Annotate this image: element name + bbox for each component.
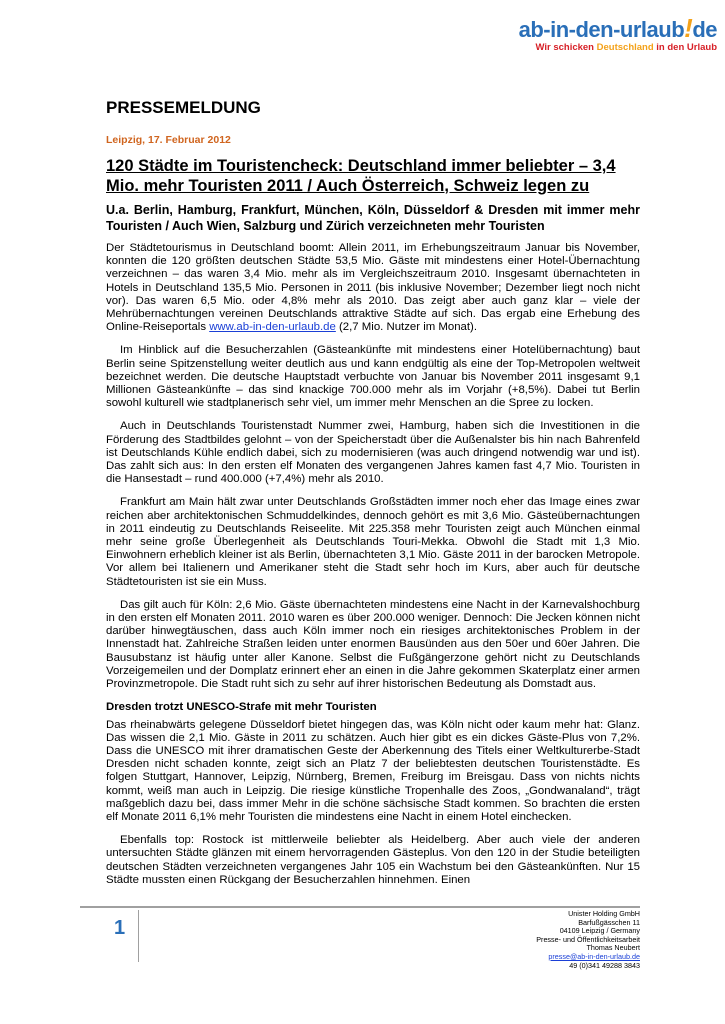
logo-tld: de <box>692 17 717 42</box>
contact-phone: 49 (0)341 49288 3843 <box>569 960 640 970</box>
contact-street: Barfußgässchen 11 <box>578 917 640 927</box>
paragraph-koeln: Das gilt auch für Köln: 2,6 Mio. Gäste übernachteten mindestens eine Nacht in der Karnevalshochburg in den ersten elf Monaten 2011. 2010 waren es über 200.000 weniger. Dennoch: Die Jecken können nicht darüber hinwegtäuschen, dass auch Köln immer noch ein riesiges architektonisches Problem in der Innenstadt hat. Zahlreiche Straßen leiden unter enormen Bausünden aus den 50er und 60er Jahren. Die Bausubstanz ist häufig unter aller Kanone. Selbst die Fußgängerzone gehört nicht zu Deutschlands Vorzeigemeilen und der Domplatz erinnert eher an einen in die Jahre gekommen Skaterplatz einer armen Provinzmetropole. Die Stadt ruht sich zu sehr auf ihrer historischen Bedeutung als Domstadt aus. <box>106 598 640 691</box>
tagline-part-2: Deutschland <box>596 42 654 53</box>
logo-exclamation: ! <box>684 13 693 43</box>
section-heading: Dresden trotzt UNESCO-Strafe mit mehr Touristen <box>106 701 377 714</box>
intro-paragraph <box>106 242 640 334</box>
contact-city: 04109 Leipzig / Germany <box>559 926 640 936</box>
page-title: PRESSEMELDUNG <box>106 98 261 117</box>
subheadline: U.a. Berlin, Hamburg, Frankfurt, München, Köln, Düsseldorf & Dresden mit immer mehr Touristen / Auch Wien, Salzburg und Zürich verzeichneten mehr Touristen <box>106 203 640 233</box>
contact-company: Unister Holding GmbH <box>568 909 640 918</box>
dateline: Leipzig, 17. Februar 2012 <box>106 134 231 146</box>
tagline-part-1: Wir schicken <box>535 42 597 53</box>
paragraph-berlin: Im Hinblick auf die Besucherzahlen (Gästeankünfte mit mindestens einer Hotelübernachtung) baut Berlin seine Spitzenstellung weiter deutlich aus und kann endgültig als eine der Top-Metropolen weltweit bezeichnet werden. Die deutsche Hauptstadt verbuchte von Januar bis November 2011 insgesamt 9,1 Millionen Gästeankünfte – das sind knackige 700.000 mehr als im Vorjahr (+8,5%). Dabei tut Berlin sowohl kulturell wie stadtplanerisch sehr viel, um immer mehr Menschen an die Spree zu locken. <box>106 344 640 410</box>
logo-tagline <box>502 42 717 54</box>
brand-logo[interactable] <box>502 13 717 53</box>
paragraph-frankfurt-muenchen: Frankfurt am Main hält zwar unter Deutschlands Großstädten immer noch eher das Image eines zwar reichen aber architektonischen Schmuddelkindes, dennoch gehört es mit 3,6 Mio. Gästeübernachtungen in 2011 eindeutig zu Deutschlands Reiseelite. Mit 225.358 mehr Touristen zeigt auch München einmal mehr seine große Überlegenheit als Deutschlands Touri-Mekka. Obwohl die Stadt mit 1,3 Mio. Einwohnern erheblich kleiner ist als Berlin, übernachteten 3,1 Mio. Gäste 2011 in der barocken Metropole. Vor allem bei Italienern und Amerikaner steht die Stadt sehr hoch im Kurs, aber auch für deutsche Städtetouristen ist sie ein Muss. <box>106 496 640 588</box>
intro-text-start: Der Städtetourismus in Deutschland boomt: Allein 2011, im Erhebungszeitraum Januar bis November, konnten die 120 größten deutschen Städte 53,5 Mio. Gäste mit mindestens einer Hotel-Übernachtung verzeichnen – das waren 3,4 Mio. mehr als im Vergleichszeitraum 2010. Insgesamt übernachteten in Hotels in Deutschland 135,5 Mio. Personen in 2011 (bis inklusive November; Dezember liegt noch nicht vor). Das waren 6,5 Mio. oder 4,8% mehr als 2010. Das zeigt aber auch ganz klar – viele der Mehrübernachtungen vereinen Deutschlands attraktive Städte auf sich. Das ergab eine Erhebung des Online-Reiseportals <box>106 242 640 334</box>
contact-person: Thomas Neubert <box>586 943 640 953</box>
article-content <box>106 98 640 887</box>
contact-block <box>420 910 640 970</box>
intro-text-end: (2,7 Mio. Nutzer im Monat). <box>335 321 477 334</box>
tagline-part-3: in den Urlaub <box>653 42 717 53</box>
paragraph-hamburg: Auch in Deutschlands Touristenstadt Nummer zwei, Hamburg, haben sich die Investitionen in die Förderung des Stadtbildes gelohnt – von der Speicherstadt über die Außenalster bis hin nach Bahrenfeld ist Deutschlands Kühle endlich dabei, sich zu modernisieren (was auch dringend notwendig war und ist). Das zahlt sich aus: In den ersten elf Monaten des vergangenen Jahres kamen fast 4,7 Mio. Touristen in die Hansestadt – rund 400.000 (+7,4%) mehr als 2010. <box>106 420 640 486</box>
paragraph-rostock: Ebenfalls top: Rostock ist mittlerweile beliebter als Heidelberg. Aber auch viele der anderen untersuchten Städte glänzen mit einem hervorragenden Gästeplus. Von den 120 in der Studie beteiligten deutschen Städten verzeichneten vergangenes Jahr 105 ein Wachstum bei den Gästeankünften. Nur 15 Städte mussten einen Rückgang der Besucherzahlen hinnehmen. Einen <box>106 834 640 886</box>
headline: 120 Städte im Touristencheck: Deutschland immer beliebter – 3,4 Mio. mehr Touristen 2011 / Auch Österreich, Schweiz legen zu <box>106 157 616 195</box>
page-number: 1 <box>114 917 126 939</box>
footer-vertical-divider <box>138 910 139 962</box>
logo-wordmark <box>502 13 717 43</box>
portal-link[interactable]: www.ab-in-den-urlaub.de <box>209 321 336 334</box>
contact-department: Presse- und Öffentlichkeitsarbeit <box>536 934 640 944</box>
paragraph-duesseldorf-dresden: Das rheinabwärts gelegene Düsseldorf bietet hingegen das, was Köln nicht oder kaum mehr hat: Glanz. Das wissen die 2,1 Mio. Gäste in 2011 zu schätzen. Auch hier gibt es ein dickes Gäste-Plus von 7,2%. Dass die UNESCO mit ihrer dramatischen Geste der Aberkennung des Titels einer Weltkulturerbe-Stadt Dresden nicht schaden konnte, zeigt sich an Platz 7 der beliebtesten deutschen Touristenstädte. Es folgen Stuttgart, Hannover, Leipzig, Nürnberg, Bremen, Freiburg im Breisgau. Dass von nichts nichts kommt, weiß man auch in Leipzig. Die riesige künstliche Tropenhalle des Zoos, „Gondwanaland“, trägt maßgeblich dazu bei, dass immer Mehr in die schöne sächsische Stadt kommen. So brachten die ersten elf Monate 2011 6,1% mehr Touristen die mindestens eine Nacht in einem Hotel einchecken. <box>106 718 640 823</box>
contact-email-link[interactable]: presse@ab-in-den-urlaub.de <box>548 951 640 961</box>
footer-divider <box>80 906 640 908</box>
logo-text: ab-in-den-urlaub <box>518 17 685 42</box>
